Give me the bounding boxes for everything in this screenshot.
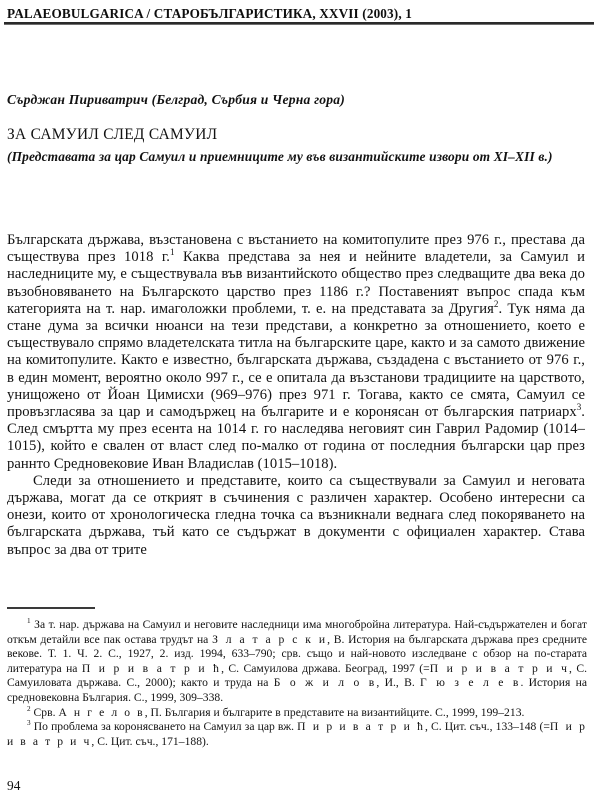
footnotes-block	[7, 618, 587, 749]
footnote-2-text-a: Срв.	[33, 705, 59, 719]
footnote-1-author-pirivatric-cyr: П и р и в а т р и ћ	[81, 661, 222, 675]
footnote-2-text-b: , П. България и българите в представите на византийците. С., 1999, 199–213.	[144, 705, 525, 719]
footnote-item	[7, 706, 587, 721]
running-head: PALAEOBULGARICA / СТАРОБЪЛГАРИСТИКА, XXVII (2003), 1	[7, 6, 412, 21]
author-byline: Сърджан Пириватрич (Белград, Сърбия и Черна гора)	[7, 92, 346, 107]
paragraph-1-segment-1: Българската държава, възстановена с въстанието на комитопулите през 976 г., престава да съществува през 1018 г.	[7, 232, 585, 266]
footnote-marker-2: 2	[27, 704, 31, 713]
body-paragraph-1	[7, 232, 585, 473]
body-paragraph-2: Следи за отношението и представите, които са съществували за Самуил и неговата държава, могат да се открият в съчинения с различен характер. Особено интересни са онези, които от хронологическа гледна точка са възникнали веднага след покоряването на българската държава, тъй като се съдържат в документи с официален характер. Става въпрос за два от трите	[7, 472, 585, 558]
paragraph-1-segment-3: . Тук няма да стане дума за всички нюанси на тези представи, а конкретно за отношението, което е съществувало спрямо владетелската титла на българските царе, както и за самото движение на комитопулите. Както е известно, българската държава, създадена с въстанието от 976 г., в един момент, вероятно около 997 г., се е опитала да възстанови традициите на царството, унищожено от Йоан Цимисхи (969–976) през 971 г. Тогава, както се смята, Самуил се провъзгласява за цар и самодържец на българите и е коронясан от българския патриарх	[7, 300, 585, 421]
footnote-1-text-c: , С. Самуилова држава. Београд, 1997 (=	[221, 661, 430, 675]
paragraph-1-segment-2: Каква представа за нея и нейните владетели, за Самуил и наследниците му, е съществувала във византийското общество през следващите два века до възобновяването на Българското царство през 1186 г.? Поставеният въпрос спада към категорията на т. нар. имаголожки проблеми, т. е. на представата за Другия	[7, 249, 585, 317]
footnote-1-text-a: За т. нар. държава на Самуил и неговите наследници има многобройна литература. Най-съдържателен и богат откъм детайли все пак остава трудът на	[7, 618, 588, 646]
footnote-marker-1: 1	[27, 617, 31, 626]
footnote-1-text-d: , С. Самуиловата държава. С., 2000); както и труда на	[7, 661, 587, 690]
footnote-2-author-angelov: А н г е л о в	[58, 705, 145, 719]
footnote-ref-3[interactable]: 3	[576, 402, 582, 413]
footnote-3-text-b: , С. Цит. съч., 133–148 (=	[424, 720, 550, 734]
footnote-1-text-f: . История на средновековна България. С., 1999, 309–338.	[7, 676, 588, 704]
footnote-3-text-a: По проблема за коронясването на Самуил за цар вж.	[33, 720, 298, 734]
footnote-item	[7, 618, 587, 706]
footnote-1-author-bozhilov: Б о ж и л о в	[273, 676, 377, 690]
footnote-1-author-gyuzelev: Г ю з е л е в	[420, 676, 521, 690]
footnote-3-text-c: , С. Цит. съч., 171–188).	[91, 734, 209, 748]
footnote-1-author-zlatarski: З л а т а р с к и	[212, 632, 328, 646]
page-number: 94	[7, 778, 21, 793]
footnote-separator-rule	[7, 607, 95, 609]
footnote-ref-1[interactable]: 1	[169, 247, 175, 258]
article-subtitle: (Представата за цар Самуил и приемниците му във византийските извори от XI–XII в.)	[7, 149, 553, 164]
body-text	[7, 232, 585, 559]
header-rule	[4, 22, 594, 25]
footnote-marker-3: 3	[27, 719, 31, 728]
footnote-1-text-e: , И., В.	[376, 676, 421, 690]
footnote-1-text-b: , В. История на българската държава през средните векове. Т. 1. Ч. 2. С., 1927, 2. изд. 1994, 633–790; срв. също и най-новото изследване с обзор на по-старата литература на	[7, 632, 587, 675]
article-title: ЗА САМУИЛ СЛЕД САМУИЛ	[7, 126, 218, 143]
footnote-ref-2[interactable]: 2	[493, 298, 499, 309]
footnote-item	[7, 720, 587, 749]
footnote-3-author-pirivatric-cyr: П и р и в а т р и ћ	[297, 720, 425, 734]
footnote-1-author-pirivatrich: П и р и в а т р и ч	[429, 661, 570, 675]
paragraph-1-segment-4: . След смъртта му през есента на 1014 г. го наследява неговият син Гаврил Радомир (1014–1015), който е свален от власт след по-малко от година от последния български цар през раннто Средновековие Иван Владислав (1015–1018).	[7, 404, 585, 472]
footnote-3-author-pirivatrich: П и р и в а т р и ч	[7, 720, 587, 748]
